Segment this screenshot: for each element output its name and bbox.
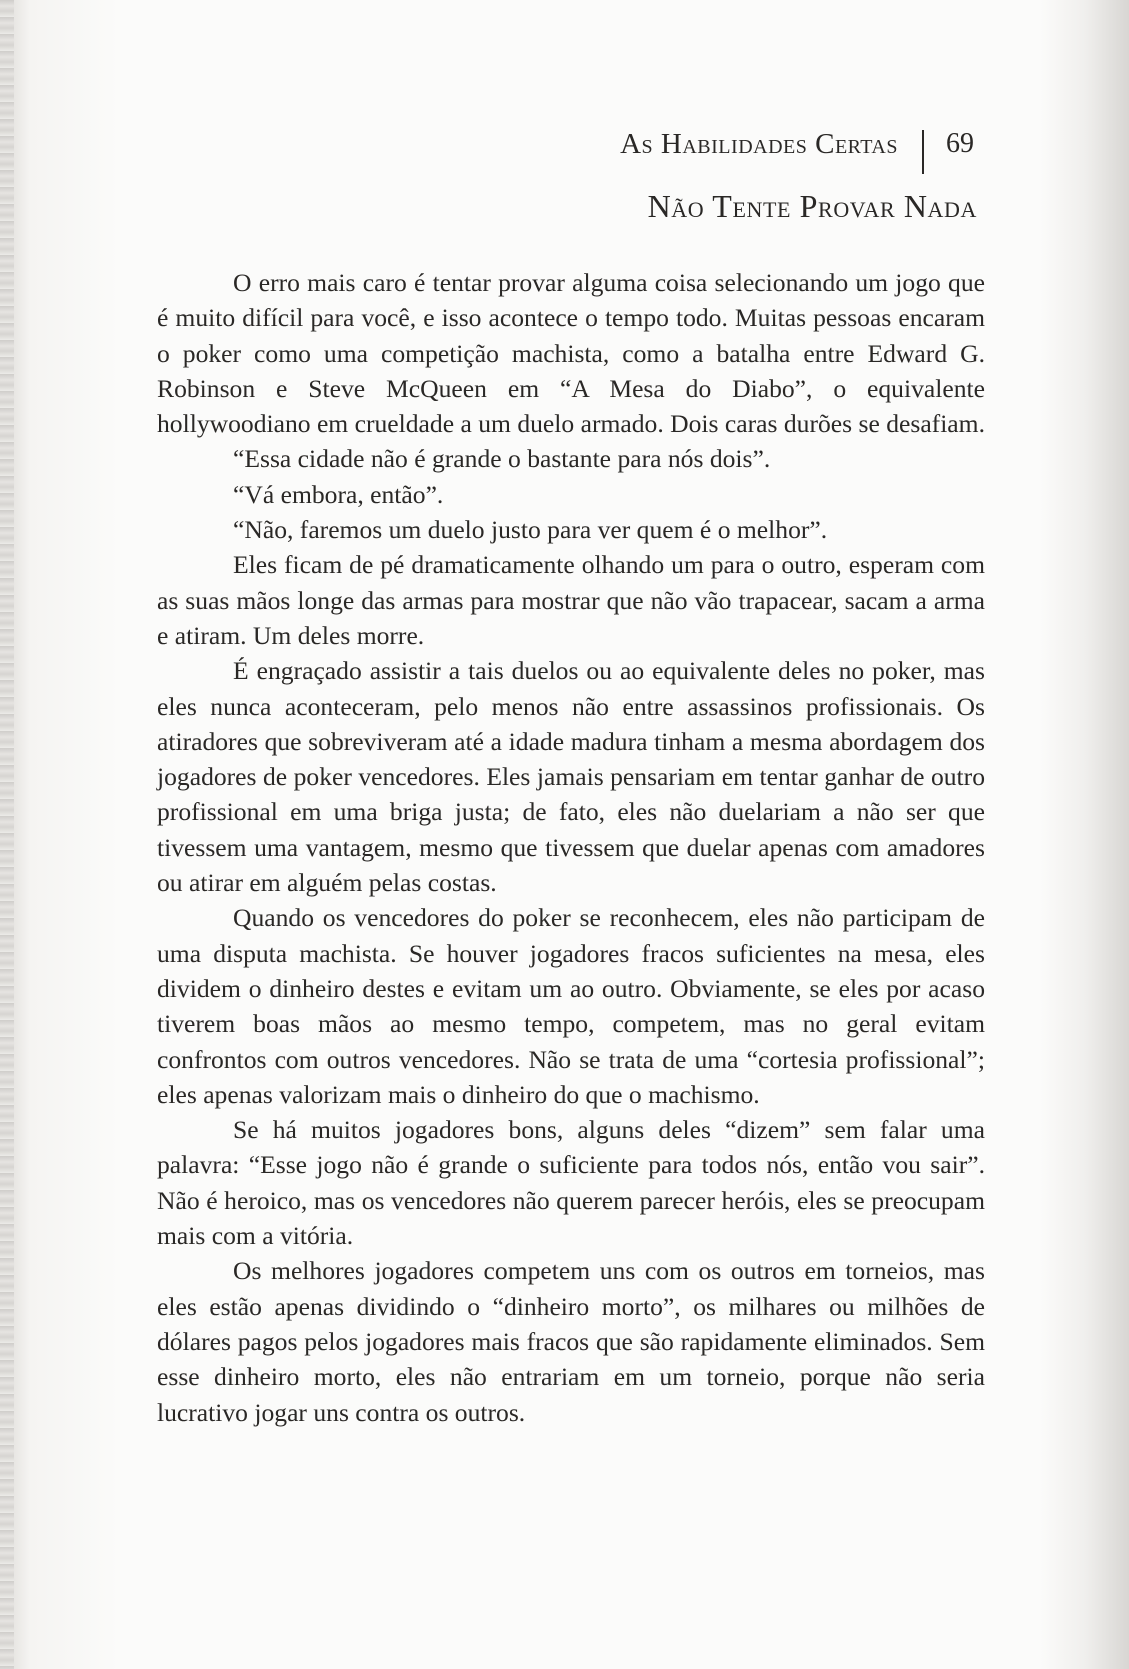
running-head bbox=[0, 122, 974, 166]
running-head-divider bbox=[922, 130, 924, 174]
dialogue-line: “Não, faremos um duelo justo para ver quem é o melhor”. bbox=[233, 515, 828, 545]
dialogue-line: “Essa cidade não é grande o bastante para nós dois”. bbox=[233, 444, 771, 474]
running-head-title: As Habilidades Certas bbox=[620, 127, 898, 160]
paragraph: O erro mais caro é tentar provar alguma coisa selecionando um jogo que é muito difícil para você, e isso acontece o tempo todo. Muitas pessoas encaram o poker como uma competição machista, como a batalha entre Edward G. Robinson e Steve McQueen em “A Mesa do Diabo”, o equivalente hollywoodiano em crueldade a um duelo armado. Dois caras durões se desafiam. bbox=[157, 268, 985, 439]
paragraph: Os melhores jogadores competem uns com os outros em torneios, mas eles estão apenas dividindo o “dinheiro morto”, os milhares ou milhões de dólares pagos pelos jogadores mais fracos que são rapidamente eliminados. Sem esse dinheiro morto, eles não entrariam em um torneio, porque não seria lucrativo jogar uns contra os outros. bbox=[157, 1256, 985, 1427]
page-binding-edge bbox=[0, 0, 14, 1669]
paragraph: Quando os vencedores do poker se reconhecem, eles não participam de uma disputa machista. Se houver jogadores fracos suficientes na mesa, eles dividem o dinheiro destes e evitam um ao outro. Obviamente, se eles por acaso tiverem boas mãos ao mesmo tempo, competem, mas no geral evitam confrontos com outros vencedores. Não se trata de uma “cortesia profissional”; eles apenas valorizam mais o dinheiro do que o machismo. bbox=[157, 903, 985, 1109]
paragraph: Eles ficam de pé dramaticamente olhando um para o outro, esperam com as suas mãos longe das armas para mostrar que não vão trapacear, sacam a arma e atiram. Um deles morre. bbox=[157, 550, 985, 650]
body-text bbox=[157, 265, 985, 1430]
paragraph: Se há muitos jogadores bons, alguns deles “dizem” sem falar uma palavra: “Esse jogo não é grande o suficiente para todos nós, então vou sair”. Não é heroico, mas os vencedores não querem parecer heróis, eles se preocupam mais com a vitória. bbox=[157, 1115, 985, 1251]
dialogue-line: “Vá embora, então”. bbox=[233, 479, 444, 509]
section-title: Não Tente Provar Nada bbox=[647, 188, 977, 224]
page-number: 69 bbox=[946, 128, 974, 159]
paragraph: É engraçado assistir a tais duelos ou ao equivalente deles no poker, mas eles nunca aconteceram, pelo menos não entre assassinos profissionais. Os atiradores que sobreviveram até a idade madura tinham a mesma abordagem dos jogadores de poker vencedores. Eles jamais pensariam em tentar ganhar de outro profissional em uma briga justa; de fato, eles não duelariam a não ser que tivessem uma vantagem, mesmo que tivessem que duelar apenas com amadores ou atirar em alguém pelas costas. bbox=[157, 656, 985, 898]
